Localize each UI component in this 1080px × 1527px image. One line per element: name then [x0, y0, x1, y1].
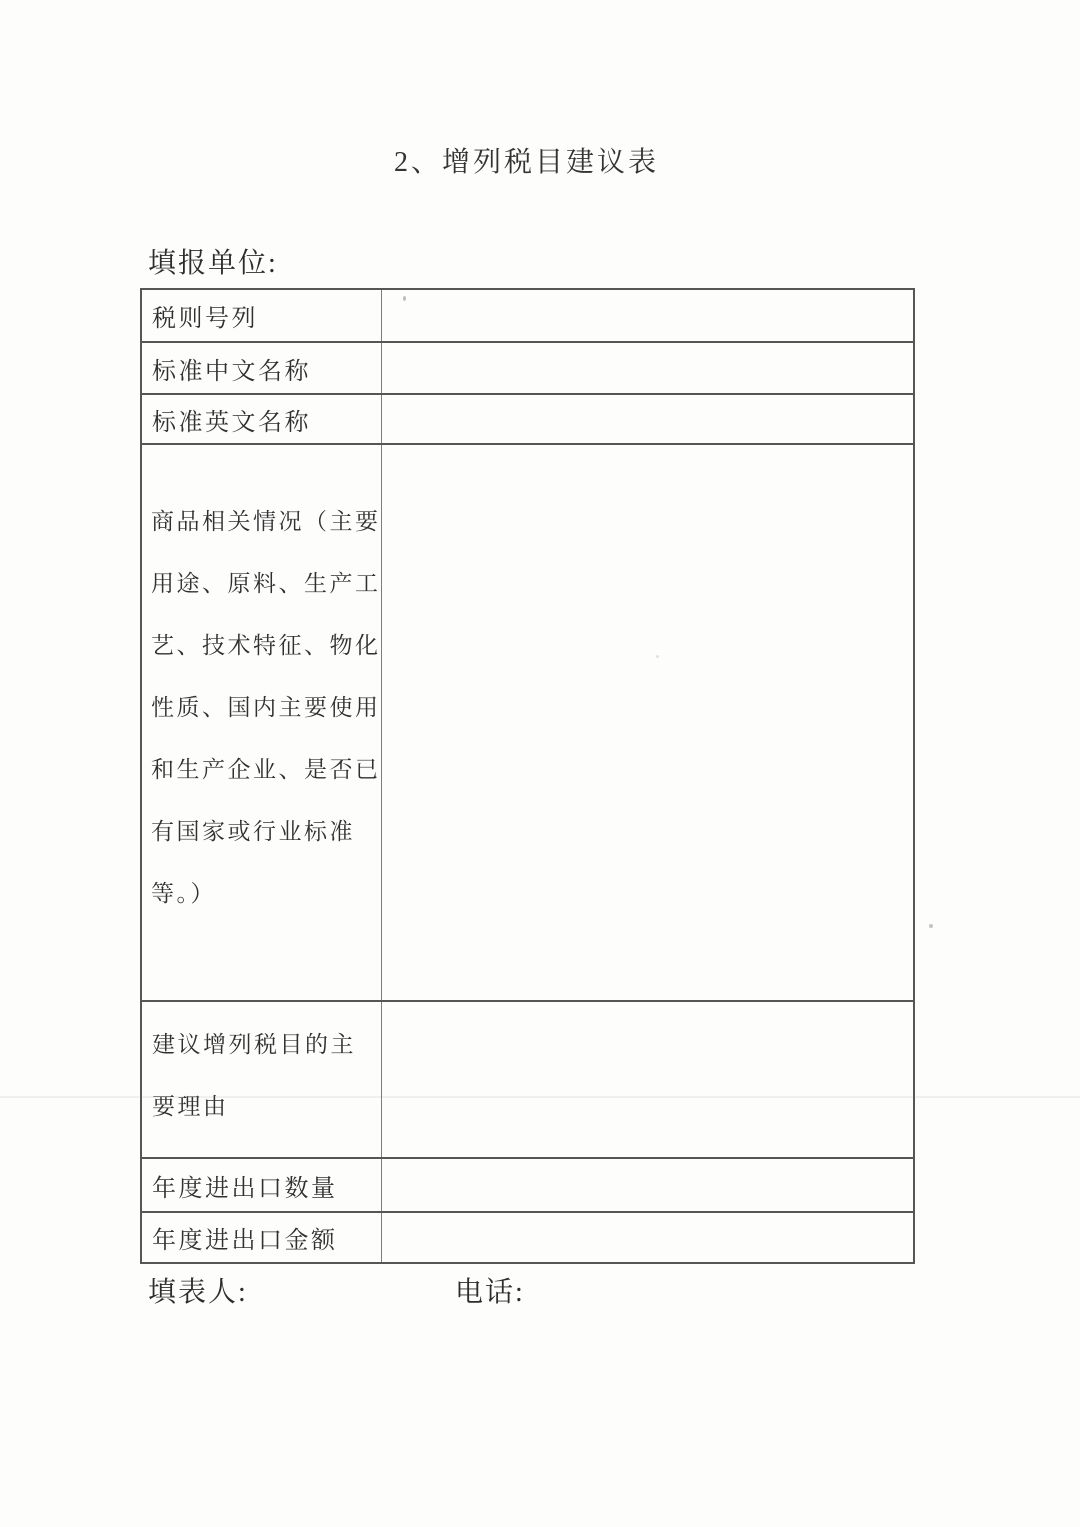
phone-label: 电话: [455, 1277, 525, 1308]
row-value-annual-amount [381, 1212, 914, 1263]
table-row-english-name [141, 394, 914, 444]
row-value-product-info [381, 444, 914, 1001]
scan-artifact-line [0, 1096, 1080, 1098]
table-row-annual-amount [141, 1212, 914, 1263]
table-row-main-reasons [141, 1001, 914, 1158]
row-label-annual-quantity: 年度进出口数量 [141, 1158, 381, 1212]
row-label-chinese-name: 标准中文名称 [141, 342, 381, 394]
table-row-product-info [141, 444, 914, 1001]
table-row-annual-quantity [141, 1158, 914, 1212]
form-filler-label: 填表人: [148, 1277, 248, 1308]
row-value-annual-quantity [381, 1158, 914, 1212]
row-value-tariff-number [381, 289, 914, 342]
row-label-tariff-number: 税则号列 [141, 289, 381, 342]
reporting-unit-label: 填报单位: [148, 248, 278, 279]
row-value-main-reasons [381, 1001, 914, 1158]
scan-speck [403, 296, 406, 301]
table-row-tariff-number [141, 289, 914, 342]
tariff-item-suggestion-table [140, 288, 915, 1264]
row-label-english-name: 标准英文名称 [141, 394, 381, 444]
row-label-product-info: 商品相关情况（主要 用途、原料、生产工 艺、技术特征、物化 性质、国内主要使用 和生产企业、是否已 有国家或行业标准 等。） [141, 444, 381, 1001]
row-label-main-reasons: 建议增列税目的主 要理由 [141, 1001, 381, 1158]
page-title: 2、增列税目建议表 [393, 147, 659, 178]
scan-speck [929, 924, 933, 928]
table-row-chinese-name [141, 342, 914, 394]
scan-speck [656, 655, 659, 658]
row-label-annual-amount: 年度进出口金额 [141, 1212, 381, 1263]
row-value-english-name [381, 394, 914, 444]
row-value-chinese-name [381, 342, 914, 394]
